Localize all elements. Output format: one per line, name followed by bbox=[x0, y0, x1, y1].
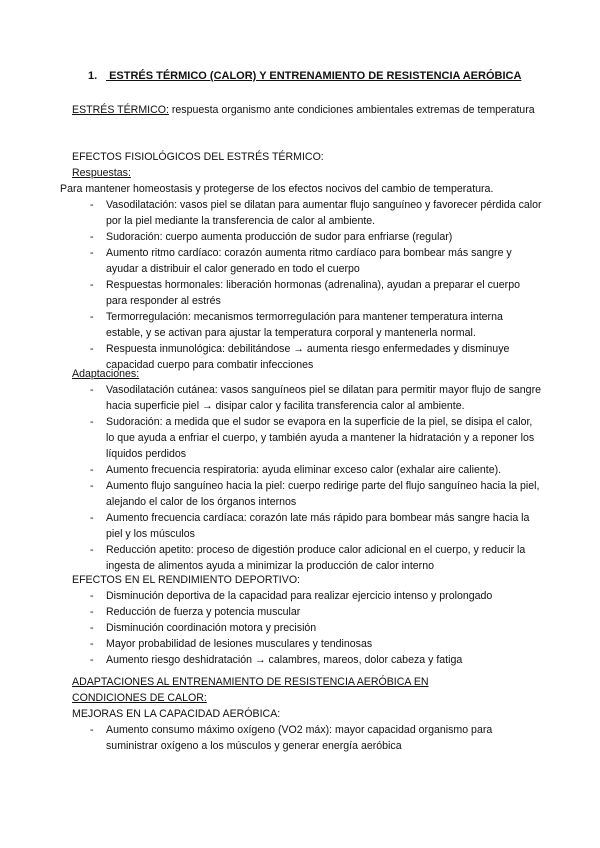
training-heading: ADAPTACIONES AL ENTRENAMIENTO DE RESISTENCIA AERÓBICA EN CONDICIONES DE CALOR: bbox=[72, 676, 429, 704]
list-item: - Vasodilatación: vasos piel se dilatan para aumentar flujo sanguíneo y favorecer pérdida calor por la piel mediante la transferencia de calor al ambiente. bbox=[72, 197, 542, 229]
list-item: - Aumento flujo sanguíneo hacia la piel: cuerpo redirige parte del flujo sanguíneo hacia la piel, alejando el calor de los órganos internos bbox=[72, 478, 542, 510]
list-item: - Disminución coordinación motora y precisión bbox=[72, 620, 542, 636]
performance-heading: EFECTOS EN EL RENDIMIENTO DEPORTIVO: bbox=[72, 574, 301, 586]
list-item: - Sudoración: a medida que el sudor se evapora en la superficie de la piel, se disipa el calor, lo que ayuda a enfriar el cuerpo, y también ayuda a mantener la hidratación y a reponer los líquidos perdidos bbox=[72, 414, 542, 462]
training-section bbox=[72, 674, 542, 754]
section-title-text: ESTRÉS TÉRMICO (CALOR) Y ENTRENAMIENTO DE RESISTENCIA AERÓBICA bbox=[109, 70, 522, 82]
list-item: - Vasodilatación cutánea: vasos sanguíneos piel se dilatan para permitir mayor flujo de sangre hacia superficie piel → disipar calor y facilita transferencia calor al ambiente. bbox=[72, 382, 542, 414]
list-item: - Respuestas hormonales: liberación hormonas (adrenalina), ayudan a preparar el cuerpo para responder al estrés bbox=[72, 277, 542, 309]
effects-section bbox=[60, 149, 542, 373]
list-item: - Respuesta inmunológica: debilitándose → aumenta riesgo enfermedades y disminuye capacidad cuerpo para combatir infecciones bbox=[72, 341, 542, 373]
list-item: - Aumento frecuencia respiratoria: ayuda eliminar exceso calor (exhalar aire caliente). bbox=[72, 462, 542, 478]
section-number: 1. bbox=[88, 70, 98, 82]
list-item: - Aumento frecuencia cardíaca: corazón late más rápido para bombear más sangre hacia la piel y los músculos bbox=[72, 510, 542, 542]
definition-text: respuesta organismo ante condiciones ambientales extremas de temperatura bbox=[168, 104, 535, 116]
list-item: - Aumento consumo máximo oxígeno (VO2 máx): mayor capacidad organismo para suministrar oxígeno a los músculos y generar energía aeróbica bbox=[72, 722, 542, 754]
responses-intro: Para mantener homeostasis y protegerse de los efectos nocivos del cambio de temperatura. bbox=[60, 183, 494, 195]
adaptations-section bbox=[72, 366, 542, 574]
adaptations-label: Adaptaciones: bbox=[72, 368, 140, 380]
list-item: - Sudoración: cuerpo aumenta producción de sudor para enfriarse (regular) bbox=[72, 229, 542, 245]
performance-section bbox=[72, 572, 542, 668]
list-item: - Disminución deportiva de la capacidad para realizar ejercicio intenso y prolongado bbox=[72, 588, 542, 604]
effects-heading: EFECTOS FISIOLÓGICOS DEL ESTRÉS TÉRMICO: bbox=[72, 151, 324, 163]
list-item: - Reducción apetito: proceso de digestión produce calor adicional en el cuerpo, y reducir la ingesta de alimentos ayuda a minimizar la producción de calor interno bbox=[72, 542, 542, 574]
responses-label: Respuestas: bbox=[72, 167, 131, 179]
list-item: - Aumento riesgo deshidratación → calambres, mareos, dolor cabeza y fatiga bbox=[72, 652, 542, 668]
section-title bbox=[88, 70, 548, 82]
adaptations-list bbox=[72, 382, 542, 574]
definition-term: ESTRÉS TÉRMICO: bbox=[72, 104, 169, 116]
list-item: - Termorregulación: mecanismos termorregulación para mantener temperatura interna estable, y se activan para ajustar la temperatura corporal y mantenerla normal. bbox=[72, 309, 542, 341]
performance-list bbox=[72, 588, 542, 668]
list-item: - Mayor probabilidad de lesiones musculares y tendinosas bbox=[72, 636, 542, 652]
responses-list bbox=[72, 197, 542, 373]
training-subheading: MEJORAS EN LA CAPACIDAD AERÓBICA: bbox=[72, 708, 281, 720]
definition-paragraph bbox=[72, 102, 542, 118]
training-list bbox=[72, 722, 542, 754]
list-item: - Aumento ritmo cardíaco: corazón aumenta ritmo cardíaco para bombear más sangre y ayudar a distribuir el calor generado en todo el cuerpo bbox=[72, 245, 542, 277]
list-item: - Reducción de fuerza y potencia muscular bbox=[72, 604, 542, 620]
